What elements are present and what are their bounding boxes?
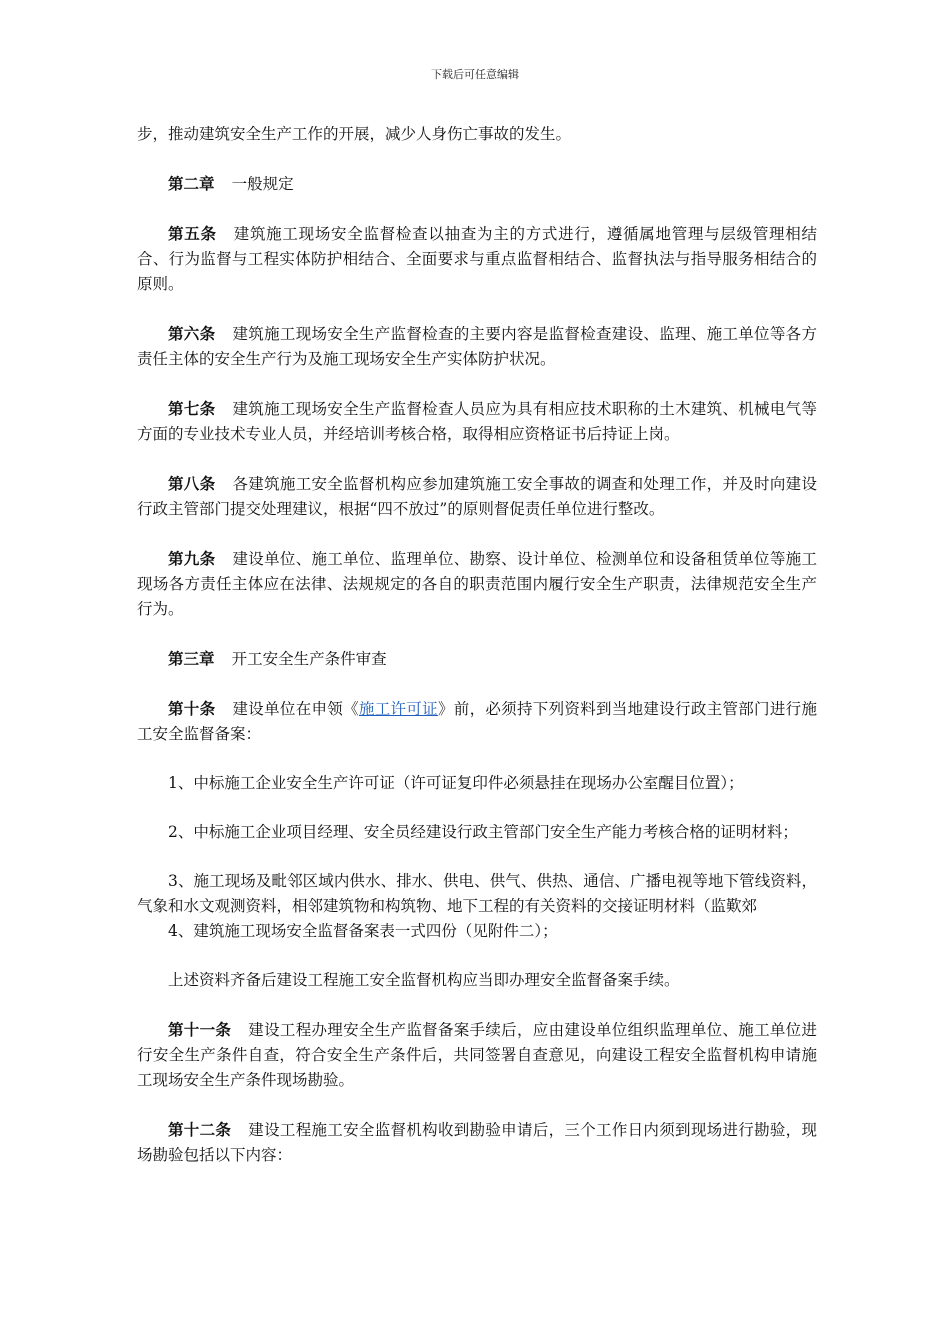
article-text-post: 》前，必须持下列资料到当地建设行政主管部门进行施工安全监督备案： [137, 700, 817, 743]
paragraph-continuation: 步，推动建筑安全生产工作的开展，减少人身伤亡事故的发生。 [137, 125, 572, 143]
article-text: 建设工程施工安全监督机构收到勘验申请后，三个工作日内须到现场进行勘验，现场勘验包括以下内容： [137, 1121, 817, 1164]
article-label: 第六条 [168, 324, 216, 343]
article-label: 第八条 [168, 474, 216, 493]
chapter-title: 开工安全生产条件审查 [231, 650, 387, 668]
article-9 [137, 546, 817, 622]
article-5 [137, 221, 817, 297]
article-10 [137, 696, 817, 747]
article-label: 第九条 [168, 549, 216, 568]
article-text: 建筑施工现场安全生产监督检查的主要内容是监督检查建设、监理、施工单位等各方责任主体的安全生产行为及施工现场安全生产实体防护状况。 [137, 325, 817, 368]
article-label: 第五条 [168, 224, 217, 243]
chapter-label: 第三章 [168, 649, 215, 668]
chapter-label: 第二章 [168, 174, 215, 193]
page-header: 下载后可任意编辑 [431, 68, 519, 81]
list-item-3: 3、施工现场及毗邻区域内供水、排水、供电、供气、供热、通信、广播电视等地下管线资料，气象和水文观测资料，相邻建筑物和构筑物、地下工程的有关资料的交接证明材料（监歎郊 [137, 872, 817, 915]
article-text: 建筑施工现场安全生产监督检查人员应为具有相应技术职称的土木建筑、机械电气等方面的专业技术专业人员，并经培训考核合格，取得相应资格证书后持证上岗。 [137, 400, 817, 443]
article-6 [137, 321, 817, 372]
article-label: 第十一条 [168, 1020, 232, 1039]
article-text-pre: 建设单位在申领《 [232, 700, 359, 718]
article-text: 建设工程办理安全生产监督备案手续后，应由建设单位组织监理单位、施工单位进行安全生产条件自查，符合安全生产条件后，共同签署自查意见，向建设工程安全监督机构申请施工现场安全生产条件现场勘验。 [137, 1021, 817, 1089]
chapter-2-heading [137, 171, 817, 197]
article-8 [137, 471, 817, 522]
article-12 [137, 1117, 817, 1168]
construction-permit-link[interactable]: 施工许可证 [358, 700, 438, 718]
article-text: 建设单位、施工单位、监理单位、勘察、设计单位、检测单位和设备租赁单位等施工现场各方责任主体应在法律、法规规定的各自的职责范围内履行安全生产职责，法律规范安全生产行为。 [137, 550, 817, 618]
list-item-2: 2、中标施工企业项目经理、安全员经建设行政主管部门安全生产能力考核合格的证明材料； [168, 823, 798, 841]
note-paragraph: 上述资料齐备后建设工程施工安全监督机构应当即办理安全监督备案手续。 [168, 971, 680, 989]
list-item-1: 1、中标施工企业安全生产许可证（许可证复印件必须悬挂在现场办公室醒目位置）； [168, 774, 744, 792]
article-label: 第十条 [168, 699, 216, 718]
article-label: 第十二条 [168, 1120, 232, 1139]
article-7 [137, 396, 817, 447]
article-text: 各建筑施工安全监督机构应参加建筑施工安全事故的调查和处理工作，并及时向建设行政主管部门提交处理建议，根据“四不放过”的原则督促责任单位进行整改。 [137, 475, 817, 518]
document-body [137, 122, 817, 1192]
article-text: 建筑施工现场安全监督检查以抽查为主的方式进行，遵循属地管理与层级管理相结合、行为监督与工程实体防护相结合、全面要求与重点监督相结合、监督执法与指导服务相结合的原则。 [137, 225, 817, 293]
list-item-4: 4、建筑施工现场安全监督备案表一式四份（见附件二）； [168, 922, 558, 940]
article-11 [137, 1017, 817, 1093]
article-label: 第七条 [168, 399, 216, 418]
chapter-3-heading [137, 646, 817, 672]
chapter-title: 一般规定 [231, 175, 294, 193]
